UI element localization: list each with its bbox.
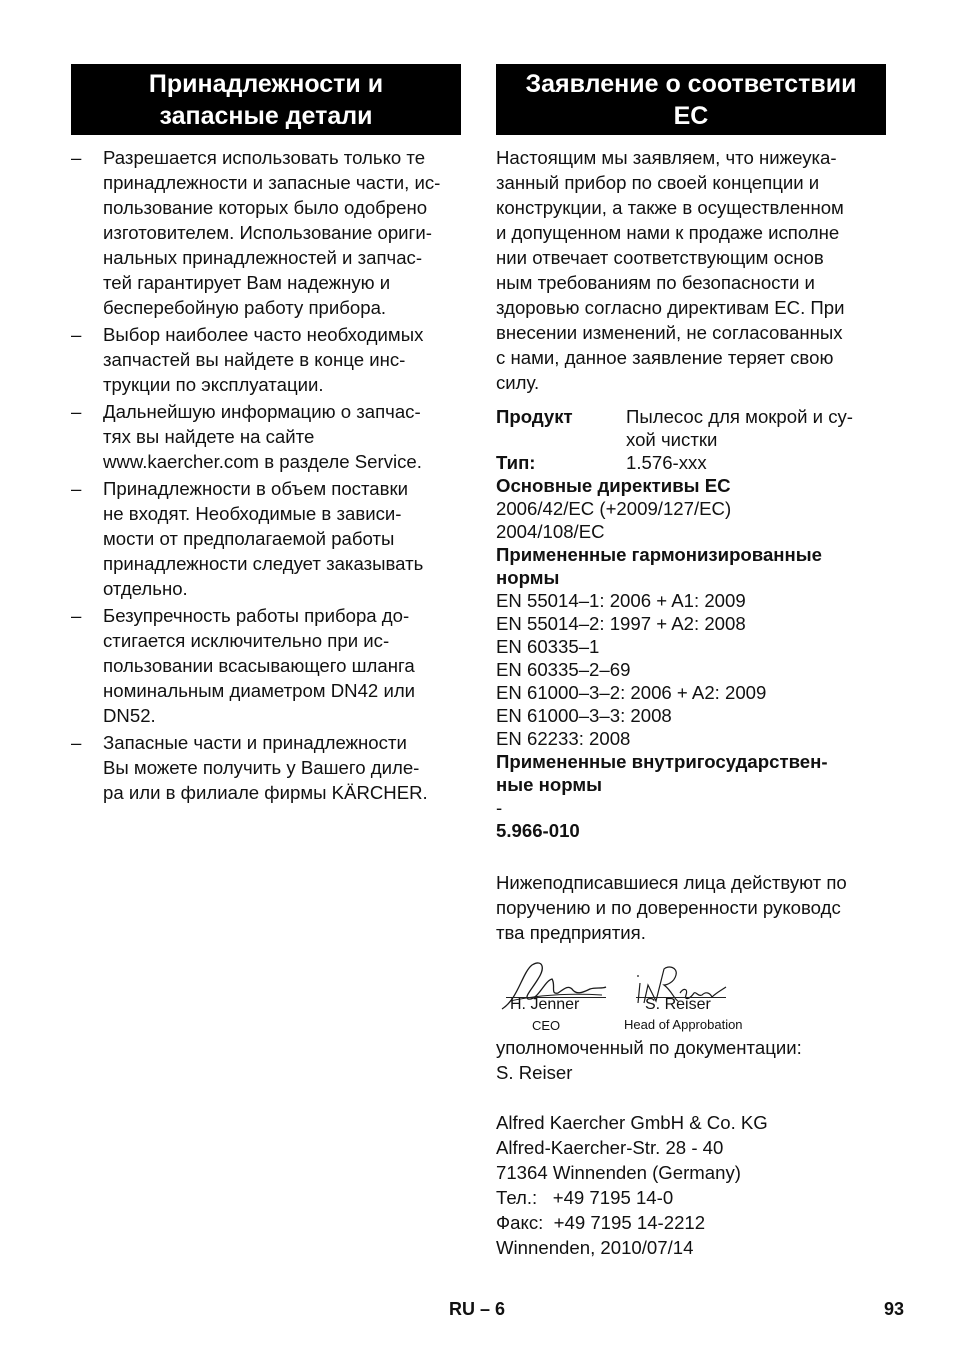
signer-name: S. Reiser [645,996,711,1013]
text-line: нальных принадлежностей и запчас- [103,247,423,268]
signer-role: Head of Approbation [624,1017,743,1032]
text-line: Вы можете получить у Вашего диле- [103,757,420,778]
text-line: Факс: +49 7195 14-2212 [496,1212,706,1233]
text-line: Настоящим мы заявляем, что нижеука- [496,147,837,168]
text-line: Безупречность работы прибора до- [103,605,410,626]
section-page-label: RU – 6 [449,1299,506,1319]
dash-marker: – [71,324,82,345]
text-line: Нижеподписавшиеся лица действуют по [496,872,847,893]
text-line: занный прибор по своей концепции и [496,172,820,193]
text-line: изготовителем. Использование ориги- [103,222,432,243]
list-item [71,145,461,320]
dash-marker: – [71,605,82,626]
dash-marker: – [71,401,82,422]
text-line: здоровью согласно директивам ЕС. При [496,297,845,318]
dash-marker: – [71,478,82,499]
text-line: S. Reiser [496,1062,573,1083]
text-line: ным требованиям по безопасности и [496,272,815,293]
text-line: трукции по эксплуатации. [103,374,324,395]
text-line: отдельно. [103,578,188,599]
text-line: силу. [496,372,540,393]
standard-item: EN 55014–2: 1997 + A2: 2008 [496,613,746,634]
type-label: Тип: [496,452,536,473]
text-line: тях вы найдете на сайте [103,426,315,447]
text-line: тей гарантирует Вам надежную и [103,272,391,293]
standard-item: EN 60335–1 [496,636,600,657]
declaration-heading [496,64,886,135]
type-row [496,451,886,474]
text-line: стигается исключительно при ис- [103,630,390,651]
company-address [496,1110,886,1260]
text-line: Дальнейшую информацию о запчас- [103,401,421,422]
website-link[interactable]: www.kaercher.com в разделе Service. [103,451,422,472]
text-line: принадлежности следует заказывать [103,553,424,574]
declaration-intro [496,145,886,395]
text-line: пользовании всасывающего шланга [103,655,415,676]
text-line: мости от предполагаемой работы [103,528,395,549]
list-item [71,730,461,805]
text-line: Разрешается использовать только те [103,147,426,168]
text-line: конструкции, а также в осуществленном [496,197,844,218]
text-line: Тел.: +49 7195 14-0 [496,1187,674,1208]
list-item [71,399,461,474]
signers-statement [496,870,886,945]
heading-line: Принадлежности и [148,69,384,98]
heading-line: ЕС [673,101,709,130]
product-label: Продукт [496,406,573,427]
text-line: 71364 Winnenden (Germany) [496,1162,741,1183]
text-line: не входят. Необходимые в зависи- [103,503,402,524]
text-line: Пылесос для мокрой и су- [626,406,853,427]
list-item [71,476,461,601]
national-value: - [496,797,503,818]
directives-label: Основные директивы ЕС [496,475,731,496]
signer-role: CEO [532,1018,561,1033]
text-line: хой чистки [626,429,718,450]
text-line: Принадлежности в объем поставки [103,478,409,499]
text-line: нии отвечает соответствующим основ [496,247,824,268]
dash-marker: – [71,147,82,168]
national-label: Примененные внутригосударствен- [496,751,828,772]
standard-item: EN 60335–2–69 [496,659,631,680]
dash-marker: – [71,732,82,753]
standard-item: EN 55014–1: 2006 + A1: 2009 [496,590,746,611]
text-line: запчастей вы найдете в конце инс- [103,349,406,370]
signer-name: H. Jenner [510,996,580,1013]
directive-item: 2004/108/EC [496,521,605,542]
accessories-heading [71,64,461,135]
product-row [496,405,886,451]
product-spec [496,405,886,842]
directive-item: 2006/42/EC (+2009/127/EC) [496,498,732,519]
text-line: Alfred-Kaercher-Str. 28 - 40 [496,1137,724,1158]
text-line: DN52. [103,705,156,726]
text-line: ра или в филиале фирмы KÄRCHER. [103,782,428,803]
text-line: с нами, данное заявление теряет свою [496,347,834,368]
text-line: принадлежности и запасные части, ис- [103,172,441,193]
text-line: уполномоченный по документации: [496,1037,802,1058]
text-line: номинальным диаметром DN42 или [103,680,416,701]
list-item [71,603,461,728]
accessories-section [71,64,461,807]
harmonized-label: нормы [496,567,560,588]
text-line: поручению и по доверенности руководс [496,897,841,918]
text-line: и допущенном нами к продаже исполне [496,222,840,243]
text-line: пользование которых было одобрено [103,197,428,218]
text-line: тва предприятия. [496,922,646,943]
standard-item: EN 61000–3–3: 2008 [496,705,672,726]
text-line: бесперебойную работу прибора. [103,297,387,318]
product-value [626,405,853,451]
declaration-section [496,64,886,1260]
type-value: 1.576-xxx [626,452,707,473]
page-number: 93 [884,1299,905,1319]
standard-item: EN 61000–3–2: 2006 + A2: 2009 [496,682,767,703]
heading-line: запасные детали [159,101,373,130]
text-line: Alfred Kaercher GmbH & Co. KG [496,1112,768,1133]
list-item [71,322,461,397]
standard-item: EN 62233: 2008 [496,728,631,749]
text-line: Winnenden, 2010/07/14 [496,1237,694,1258]
accessories-list [71,145,461,805]
heading-line: Заявление о соответствии [525,69,857,98]
national-label: ные нормы [496,774,602,795]
signature-block [496,959,886,1059]
text-line: Выбор наиболее часто необходимых [103,324,424,345]
text-line: Запасные части и принадлежности [103,732,407,753]
spacer [496,842,886,866]
harmonized-label: Примененные гармонизированные [496,544,822,565]
text-line: внесении изменений, не согласованных [496,322,843,343]
document-number: 5.966-010 [496,820,580,841]
